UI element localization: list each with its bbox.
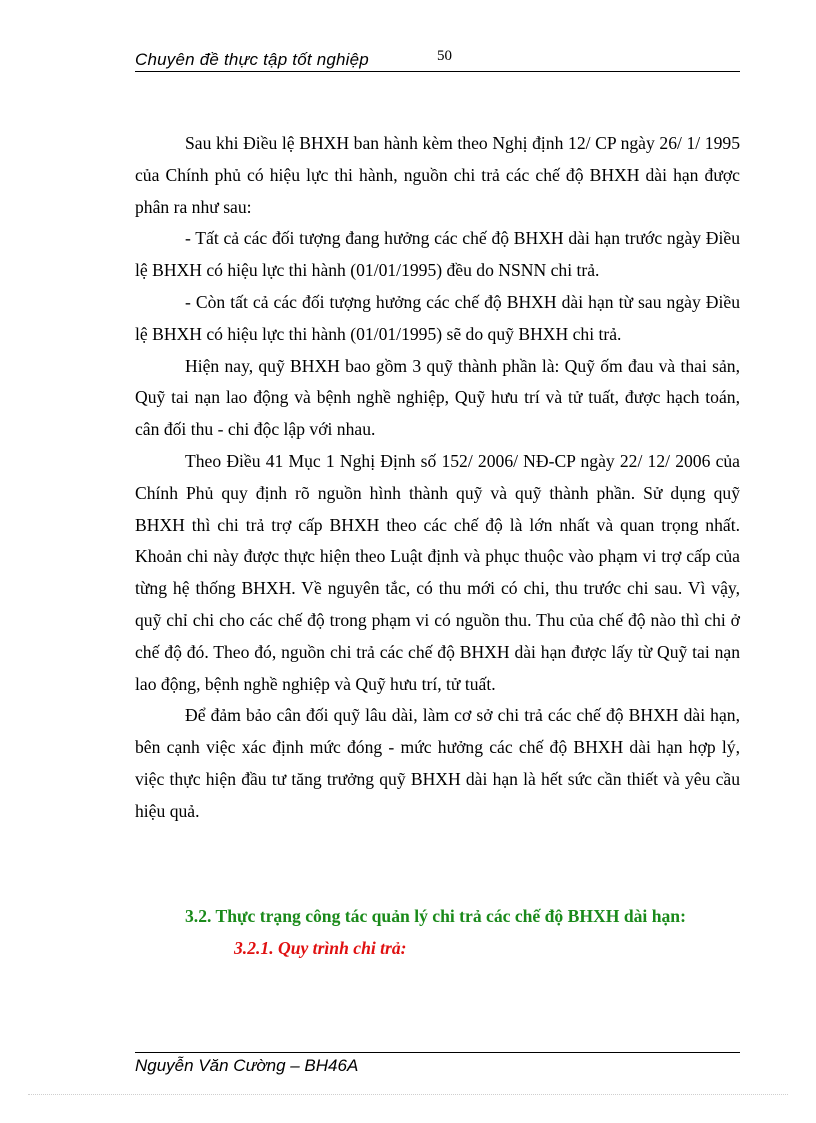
body-text — [135, 128, 740, 828]
paragraph: Sau khi Điều lệ BHXH ban hành kèm theo Nghị định 12/ CP ngày 26/ 1/ 1995 của Chính phủ có hiệu lực thi hành, nguồn chi trả các chế độ BHXH dài hạn được phân ra như sau: — [135, 133, 740, 217]
header-divider — [135, 71, 740, 72]
header-title: Chuyên đề thực tập tốt nghiệp — [135, 50, 369, 69]
page-edge — [28, 1094, 788, 1095]
paragraph: Để đảm bảo cân đối quỹ lâu dài, làm cơ sở chi trả các chế độ BHXH dài hạn, bên cạnh việc xác định mức đóng - mức hưởng các chế độ BHXH dài hạn hợp lý, việc thực hiện đầu tư tăng trưởng quỹ BHXH dài hạn là hết sức cần thiết và yêu cầu hiệu quả. — [135, 705, 740, 821]
footer-author: Nguyễn Văn Cường – BH46A — [135, 1056, 359, 1075]
subsection-heading: 3.2.1. Quy trình chi trả: — [234, 938, 407, 958]
paragraph: - Tất cả các đối tượng đang hưởng các chế độ BHXH dài hạn trước ngày Điều lệ BHXH có hiệu lực thi hành (01/01/1995) đều do NSNN chi trả. — [135, 228, 740, 281]
paragraph: - Còn tất cả các đối tượng hưởng các chế độ BHXH dài hạn từ sau ngày Điều lệ BHXH có hiệu lực thi hành (01/01/1995) sẽ do quỹ BHXH chi trả. — [135, 291, 740, 344]
paragraph: Hiện nay, quỹ BHXH bao gồm 3 quỹ thành phần là: Quỹ ốm đau và thai sản, Quỹ tai nạn lao động và bệnh nghề nghiệp, Quỹ hưu trí và tử tuất, được hạch toán, cân đối thu - chi độc lập với nhau. — [135, 355, 740, 440]
paragraph: Theo Điều 41 Mục 1 Nghị Định số 152/ 2006/ NĐ-CP ngày 22/ 12/ 2006 của Chính Phủ quy định rõ nguồn hình thành quỹ và quỹ thành phần. Sử dụng quỹ BHXH thì chi trả trợ cấp BHXH theo các chế độ là lớn nhất và quan trọng nhất. Khoản chi này được thực hiện theo Luật định và phục thuộc vào phạm vi trợ cấp của từng hệ thống BHXH. Về nguyên tắc, có thu mới có chi, thu trước chi sau. Vì vậy, quỹ chỉ chi cho các chế độ trong phạm vi có nguồn thu. Thu của chế độ nào thì chi ở chế độ đó. Theo đó, nguồn chi trả các chế độ BHXH dài hạn được lấy từ Quỹ tai nạn lao động, bệnh nghề nghiệp và Quỹ hưu trí, tử tuất. — [135, 450, 740, 694]
page-header — [135, 48, 740, 72]
page-number: 50 — [437, 48, 452, 64]
section-heading: 3.2. Thực trạng công tác quản lý chi trả các chế độ BHXH dài hạn: — [185, 906, 686, 926]
footer-divider — [135, 1052, 740, 1053]
